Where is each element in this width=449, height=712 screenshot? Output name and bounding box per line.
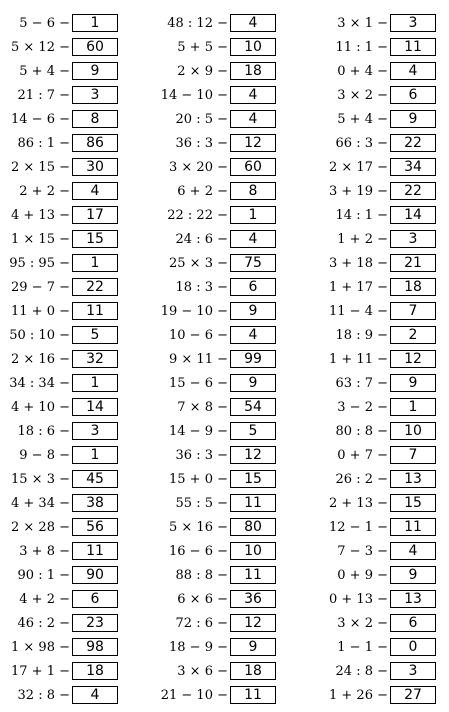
problem-row: [160, 83, 276, 107]
problem-expression: 15 × 3 −: [11, 471, 70, 487]
answer-box[interactable]: 22: [72, 278, 118, 296]
answer-box[interactable]: 5: [72, 326, 118, 344]
problem-expression: 88 : 8 −: [175, 567, 228, 583]
problem-expression: 4 + 13 −: [11, 207, 70, 223]
problem-expression: 14 : 1 −: [335, 207, 388, 223]
problem-row: [160, 131, 276, 155]
answer-box[interactable]: 3: [72, 86, 118, 104]
problem-expression: 15 − 6 −: [169, 375, 228, 391]
answer-box[interactable]: 98: [72, 638, 118, 656]
problem-row: [318, 35, 436, 59]
problem-row: [6, 395, 118, 419]
answer-box[interactable]: 11: [390, 38, 436, 56]
answer-box[interactable]: 9: [72, 62, 118, 80]
problem-expression: 55 : 5 −: [175, 495, 228, 511]
problem-expression: 48 : 12 −: [167, 15, 228, 31]
answer-box[interactable]: 23: [72, 614, 118, 632]
answer-box[interactable]: 11: [72, 542, 118, 560]
answer-box[interactable]: 14: [390, 206, 436, 224]
problem-expression: 19 − 10 −: [160, 303, 228, 319]
answer-box[interactable]: 15: [230, 470, 276, 488]
answer-box[interactable]: 1: [230, 206, 276, 224]
problem-expression: 46 : 2 −: [17, 615, 70, 631]
answer-box[interactable]: 15: [390, 494, 436, 512]
problem-row: [6, 179, 118, 203]
problem-row: [6, 683, 118, 707]
problem-expression: 5 + 5 −: [177, 39, 228, 55]
problem-expression: 14 − 6 −: [11, 111, 70, 127]
answer-box[interactable]: 45: [72, 470, 118, 488]
problem-row: [6, 611, 118, 635]
answer-box[interactable]: 2: [390, 326, 436, 344]
answer-box[interactable]: 12: [230, 614, 276, 632]
problem-expression: 0 + 9 −: [337, 567, 388, 583]
answer-box[interactable]: 3: [390, 14, 436, 32]
problem-row: [318, 275, 436, 299]
problem-expression: 86 : 1 −: [17, 135, 70, 151]
problem-row: [318, 107, 436, 131]
problem-row: [6, 59, 118, 83]
answer-box[interactable]: 10: [230, 38, 276, 56]
problem-row: [6, 251, 118, 275]
problem-expression: 1 + 17 −: [329, 279, 388, 295]
answer-box[interactable]: 11: [390, 518, 436, 536]
answer-box[interactable]: 6: [230, 278, 276, 296]
answer-box[interactable]: 9: [230, 638, 276, 656]
answer-box[interactable]: 1: [72, 374, 118, 392]
problem-expression: 2 × 16 −: [11, 351, 70, 367]
answer-box[interactable]: 56: [72, 518, 118, 536]
problem-expression: 26 : 2 −: [335, 471, 388, 487]
problem-row: [318, 587, 436, 611]
column-1: [6, 11, 118, 707]
answer-box[interactable]: 9: [230, 302, 276, 320]
answer-box[interactable]: 6: [390, 614, 436, 632]
problem-row: [318, 179, 436, 203]
problem-row: [318, 227, 436, 251]
problem-expression: 6 × 6 −: [177, 591, 228, 607]
answer-box[interactable]: 7: [390, 302, 436, 320]
answer-box[interactable]: 0: [390, 638, 436, 656]
problem-row: [318, 251, 436, 275]
problem-expression: 9 − 8 −: [19, 447, 70, 463]
problem-expression: 32 : 8 −: [17, 687, 70, 703]
problem-row: [6, 35, 118, 59]
problem-expression: 4 + 2 −: [19, 591, 70, 607]
problem-row: [6, 275, 118, 299]
problem-row: [318, 395, 436, 419]
answer-box[interactable]: 99: [230, 350, 276, 368]
problem-expression: 90 : 1 −: [17, 567, 70, 583]
problem-row: [318, 659, 436, 683]
answer-box[interactable]: 12: [230, 134, 276, 152]
problem-row: [6, 11, 118, 35]
problem-row: [6, 347, 118, 371]
problem-expression: 72 : 6 −: [175, 615, 228, 631]
problem-expression: 3 × 6 −: [177, 663, 228, 679]
problem-expression: 11 + 0 −: [11, 303, 70, 319]
problem-expression: 1 × 15 −: [11, 231, 70, 247]
problem-row: [160, 419, 276, 443]
problem-row: [318, 299, 436, 323]
problem-row: [6, 659, 118, 683]
problem-row: [160, 275, 276, 299]
answer-box[interactable]: 38: [72, 494, 118, 512]
problem-row: [318, 371, 436, 395]
problem-row: [318, 443, 436, 467]
problem-expression: 3 + 18 −: [329, 255, 388, 271]
problem-expression: 9 × 11 −: [169, 351, 228, 367]
problem-expression: 2 × 28 −: [11, 519, 70, 535]
problem-row: [6, 155, 118, 179]
answer-box[interactable]: 22: [390, 182, 436, 200]
answer-box[interactable]: 11: [230, 494, 276, 512]
answer-box[interactable]: 12: [230, 446, 276, 464]
answer-box[interactable]: 13: [390, 590, 436, 608]
problem-row: [160, 659, 276, 683]
problem-row: [318, 323, 436, 347]
problem-row: [318, 683, 436, 707]
problem-row: [160, 11, 276, 35]
answer-box[interactable]: 34: [390, 158, 436, 176]
answer-box[interactable]: 4: [390, 62, 436, 80]
answer-box[interactable]: 4: [390, 542, 436, 560]
problem-expression: 11 : 1 −: [335, 39, 388, 55]
problem-expression: 2 × 15 −: [11, 159, 70, 175]
problem-row: [318, 635, 436, 659]
answer-box[interactable]: 27: [390, 686, 436, 704]
problem-row: [160, 251, 276, 275]
problem-row: [318, 11, 436, 35]
answer-box[interactable]: 3: [72, 422, 118, 440]
problem-row: [318, 563, 436, 587]
problem-row: [318, 83, 436, 107]
problem-row: [160, 563, 276, 587]
problem-row: [6, 83, 118, 107]
problem-expression: 22 : 22 −: [167, 207, 228, 223]
problem-row: [160, 371, 276, 395]
answer-box[interactable]: 3: [390, 230, 436, 248]
problem-row: [6, 203, 118, 227]
answer-box[interactable]: 32: [72, 350, 118, 368]
problem-row: [160, 515, 276, 539]
answer-box[interactable]: 6: [390, 86, 436, 104]
problem-row: [160, 59, 276, 83]
answer-box[interactable]: 18: [72, 662, 118, 680]
problem-row: [318, 59, 436, 83]
problem-expression: 18 : 3 −: [175, 279, 228, 295]
problem-expression: 4 + 34 −: [11, 495, 70, 511]
problem-expression: 36 : 3 −: [175, 447, 228, 463]
problem-row: [318, 203, 436, 227]
answer-box[interactable]: 54: [230, 398, 276, 416]
problem-expression: 1 + 26 −: [329, 687, 388, 703]
answer-box[interactable]: 6: [72, 590, 118, 608]
answer-box[interactable]: 90: [72, 566, 118, 584]
answer-box[interactable]: 4: [230, 14, 276, 32]
problem-expression: 24 : 6 −: [175, 231, 228, 247]
problem-row: [318, 515, 436, 539]
answer-box[interactable]: 7: [390, 446, 436, 464]
problem-row: [160, 539, 276, 563]
problem-row: [6, 467, 118, 491]
problem-row: [160, 107, 276, 131]
problem-expression: 5 + 4 −: [337, 111, 388, 127]
problem-expression: 18 : 9 −: [335, 327, 388, 343]
problem-expression: 36 : 3 −: [175, 135, 228, 151]
problem-row: [160, 347, 276, 371]
answer-box[interactable]: 21: [390, 254, 436, 272]
column-3: [318, 11, 436, 707]
answer-box[interactable]: 18: [230, 662, 276, 680]
problem-expression: 3 + 8 −: [19, 543, 70, 559]
problem-expression: 34 : 34 −: [9, 375, 70, 391]
problem-row: [6, 491, 118, 515]
problem-expression: 3 + 19 −: [329, 183, 388, 199]
problem-expression: 2 × 17 −: [329, 159, 388, 175]
problem-row: [318, 419, 436, 443]
problem-expression: 0 + 7 −: [337, 447, 388, 463]
problem-expression: 3 × 2 −: [337, 615, 388, 631]
answer-box[interactable]: 9: [230, 374, 276, 392]
problem-expression: 20 : 5 −: [175, 111, 228, 127]
answer-box[interactable]: 9: [390, 110, 436, 128]
problem-expression: 24 : 8 −: [335, 663, 388, 679]
answer-box[interactable]: 18: [230, 62, 276, 80]
problem-expression: 3 − 2 −: [337, 399, 388, 415]
answer-box[interactable]: 4: [72, 182, 118, 200]
problem-row: [160, 467, 276, 491]
problem-row: [160, 227, 276, 251]
problem-row: [160, 299, 276, 323]
answer-box[interactable]: 1: [72, 446, 118, 464]
problem-row: [160, 155, 276, 179]
problem-row: [160, 35, 276, 59]
answer-box[interactable]: 36: [230, 590, 276, 608]
problem-row: [160, 443, 276, 467]
answer-box[interactable]: 17: [72, 206, 118, 224]
answer-box[interactable]: 30: [72, 158, 118, 176]
problem-row: [160, 323, 276, 347]
problem-expression: 5 + 4 −: [19, 63, 70, 79]
column-2: [160, 11, 276, 707]
problem-row: [318, 491, 436, 515]
problem-expression: 12 − 1 −: [329, 519, 388, 535]
problem-row: [160, 395, 276, 419]
problem-row: [6, 539, 118, 563]
problem-expression: 80 : 8 −: [335, 423, 388, 439]
problem-expression: 18 : 6 −: [17, 423, 70, 439]
problem-expression: 6 + 2 −: [177, 183, 228, 199]
problem-expression: 2 + 2 −: [19, 183, 70, 199]
problem-expression: 3 × 2 −: [337, 87, 388, 103]
problem-row: [160, 179, 276, 203]
answer-box[interactable]: 13: [390, 470, 436, 488]
answer-box[interactable]: 5: [230, 422, 276, 440]
problem-row: [160, 587, 276, 611]
problem-expression: 63 : 7 −: [335, 375, 388, 391]
answer-box[interactable]: 4: [230, 326, 276, 344]
answer-box[interactable]: 9: [390, 374, 436, 392]
answer-box[interactable]: 1: [72, 14, 118, 32]
problem-row: [318, 467, 436, 491]
problem-expression: 5 × 12 −: [11, 39, 70, 55]
problem-expression: 7 − 3 −: [337, 543, 388, 559]
problem-expression: 50 : 10 −: [9, 327, 70, 343]
answer-box[interactable]: 9: [390, 566, 436, 584]
problem-row: [318, 155, 436, 179]
answer-box[interactable]: 60: [230, 158, 276, 176]
problem-expression: 2 × 9 −: [177, 63, 228, 79]
problem-expression: 4 + 10 −: [11, 399, 70, 415]
problem-expression: 21 − 10 −: [160, 687, 228, 703]
problem-expression: 5 × 16 −: [169, 519, 228, 535]
problem-expression: 66 : 3 −: [335, 135, 388, 151]
problem-expression: 10 − 6 −: [169, 327, 228, 343]
problem-row: [6, 635, 118, 659]
answer-box[interactable]: 75: [230, 254, 276, 272]
problem-expression: 95 : 95 −: [9, 255, 70, 271]
answer-box[interactable]: 10: [230, 542, 276, 560]
problem-row: [6, 323, 118, 347]
answer-box[interactable]: 86: [72, 134, 118, 152]
problem-row: [318, 131, 436, 155]
problem-expression: 0 + 4 −: [337, 63, 388, 79]
answer-box[interactable]: 80: [230, 518, 276, 536]
answer-box[interactable]: 12: [390, 350, 436, 368]
problem-row: [318, 347, 436, 371]
problem-expression: 16 − 6 −: [169, 543, 228, 559]
problem-row: [6, 107, 118, 131]
problem-expression: 3 × 20 −: [169, 159, 228, 175]
answer-box[interactable]: 8: [230, 182, 276, 200]
answer-box[interactable]: 22: [390, 134, 436, 152]
problem-row: [160, 683, 276, 707]
answer-box[interactable]: 1: [390, 398, 436, 416]
problem-expression: 14 − 10 −: [160, 87, 228, 103]
answer-box[interactable]: 60: [72, 38, 118, 56]
answer-box[interactable]: 4: [230, 86, 276, 104]
problem-expression: 2 + 13 −: [329, 495, 388, 511]
problem-expression: 21 : 7 −: [17, 87, 70, 103]
problem-row: [6, 515, 118, 539]
answer-box[interactable]: 3: [390, 662, 436, 680]
problem-expression: 29 − 7 −: [11, 279, 70, 295]
problem-expression: 3 × 1 −: [337, 15, 388, 31]
answer-box[interactable]: 11: [230, 686, 276, 704]
problem-row: [6, 587, 118, 611]
answer-box[interactable]: 10: [390, 422, 436, 440]
problem-row: [160, 491, 276, 515]
answer-box[interactable]: 4: [72, 686, 118, 704]
problem-row: [6, 131, 118, 155]
problem-expression: 1 − 1 −: [337, 639, 388, 655]
problem-row: [318, 539, 436, 563]
problem-row: [160, 635, 276, 659]
problem-expression: 5 − 6 −: [19, 15, 70, 31]
answer-box[interactable]: 18: [390, 278, 436, 296]
answer-box[interactable]: 8: [72, 110, 118, 128]
answer-box[interactable]: 11: [72, 302, 118, 320]
problem-row: [160, 203, 276, 227]
answer-box[interactable]: 1: [72, 254, 118, 272]
problem-row: [6, 443, 118, 467]
problem-row: [318, 611, 436, 635]
problem-expression: 15 + 0 −: [169, 471, 228, 487]
problem-row: [6, 371, 118, 395]
problem-expression: 0 + 13 −: [329, 591, 388, 607]
problem-expression: 1 × 98 −: [11, 639, 70, 655]
problem-expression: 18 − 9 −: [169, 639, 228, 655]
problem-row: [160, 611, 276, 635]
answer-box[interactable]: 14: [72, 398, 118, 416]
problem-expression: 25 × 3 −: [169, 255, 228, 271]
problem-expression: 1 + 11 −: [329, 351, 388, 367]
problem-row: [6, 227, 118, 251]
problem-expression: 11 − 4 −: [329, 303, 388, 319]
answer-box[interactable]: 4: [230, 230, 276, 248]
problem-expression: 7 × 8 −: [177, 399, 228, 415]
answer-box[interactable]: 4: [230, 110, 276, 128]
problem-row: [6, 563, 118, 587]
problem-row: [6, 419, 118, 443]
answer-box[interactable]: 11: [230, 566, 276, 584]
problem-row: [6, 299, 118, 323]
problem-expression: 17 + 1 −: [11, 663, 70, 679]
problem-expression: 14 − 9 −: [169, 423, 228, 439]
answer-box[interactable]: 15: [72, 230, 118, 248]
problem-expression: 1 + 2 −: [337, 231, 388, 247]
